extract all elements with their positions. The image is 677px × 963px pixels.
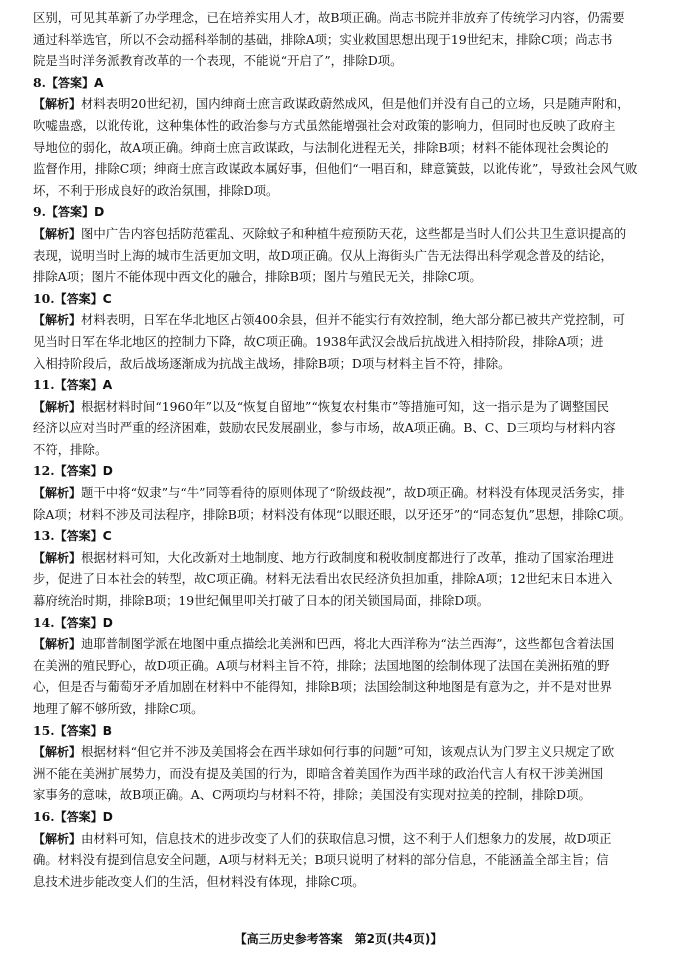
analysis-line: 坏，不利于形成良好的政治氛围，排除D项。 xyxy=(33,182,279,198)
intro-line: 区别，可见其革新了办学理念，已在培养实用人才，故B项正确。尚志书院并非放弃了传统学习内容，仍需要 xyxy=(33,10,625,25)
answer-choice: D xyxy=(102,614,113,630)
analysis-first-line xyxy=(33,396,639,418)
answer-choice: A xyxy=(93,74,104,90)
answer-item xyxy=(33,374,639,460)
analysis-line: 表现，说明当时上海的城市生活更加文明，故D项正确。仅从上海街头广告无法得出科学观念普及的结论， xyxy=(33,247,613,263)
question-number: 16. xyxy=(33,808,55,824)
answer-heading xyxy=(33,201,639,223)
answer-item xyxy=(33,720,639,806)
analysis-line: 吹嘘蛊惑，以讹传讹，这种集体性的政治参与方式虽然能增强社会对政策的影响力，但同时也反映了政府主 xyxy=(33,117,616,133)
analysis-text: 迪耶普制图学派在地图中重点描绘北美洲和巴西，将北大西洋称为“法兰西海”，这些都包含着法国 xyxy=(81,636,615,652)
answer-item xyxy=(33,72,639,202)
analysis-label: 【解析】 xyxy=(33,637,82,652)
question-number: 8. xyxy=(33,74,46,90)
answer-item xyxy=(33,201,639,287)
analysis-line: 除A项；材料不涉及司法程序，排除B项；材料没有体现“以眼还眼，以牙还牙”的“同态复仇”思想，排除C项。 xyxy=(33,506,632,522)
analysis-line: 导地位的弱化，故A项正确。绅商士庶言政谋政，与法制化进程无关，排除B项；材料不能体现社会舆论的 xyxy=(33,139,609,155)
analysis-first-line xyxy=(33,741,639,763)
answer-choice: D xyxy=(102,808,113,824)
intro-line: 通过科举选官，所以不会动摇科举制的基础，排除A项；实业救国思想出现于19世纪末，排除C项；尚志书 xyxy=(33,31,613,47)
analysis-line: 步，促进了日本社会的转型，故C项正确。材料无法看出农民经济负担加重，排除A项；12世纪末日本进入 xyxy=(33,571,613,587)
analysis-first-line xyxy=(33,223,639,245)
answer-label: 【答案】 xyxy=(54,615,103,630)
answer-item xyxy=(33,612,639,720)
analysis-line: 幕府统治时期，排除B项；19世纪佩里叩关打破了日本的闭关锁国局面，排除D项。 xyxy=(33,593,490,609)
analysis-line: 确。材料没有提到信息安全问题，A项与材料无关；B项只说明了材料的部分信息，不能涵盖全部主旨；信 xyxy=(33,852,609,868)
answer-heading xyxy=(33,460,639,482)
analysis-line: 息技术进步能改变人们的生活，但材料没有体现，排除C项。 xyxy=(33,873,365,889)
question-number: 9. xyxy=(33,204,46,220)
analysis-line: 监督作用，排除C项；绅商士庶言政谋政本属好事，但他们“一唱百和，肆意簧鼓，以讹传讹”，导致社会风气败 xyxy=(33,161,638,177)
analysis-text: 根据材料可知，大化改新对土地制度、地方行政制度和税收制度都进行了改革，推动了国家治理进 xyxy=(81,549,614,565)
analysis-line: 在美洲的殖民野心，故D项正确。A项与材料主旨不符，排除；法国地图的绘制体现了法国在美洲拓殖的野 xyxy=(33,657,610,673)
analysis-first-line xyxy=(33,828,639,850)
question-number: 13. xyxy=(33,528,55,544)
analysis-label: 【解析】 xyxy=(33,399,82,414)
answer-choice: A xyxy=(102,377,113,393)
question-number: 11. xyxy=(33,377,55,393)
answer-label: 【答案】 xyxy=(54,378,103,393)
analysis-text: 由材料可知，信息技术的进步改变了人们的获取信息习惯，这不利于人们想象力的发展，故D项正 xyxy=(81,830,612,846)
analysis-line: 经济以应对当时严重的经济困难，鼓励农民发展副业，参与市场，故A项正确。B、C、D三项均与材料内容 xyxy=(33,420,616,436)
question-number: 12. xyxy=(33,463,55,479)
answer-choice: C xyxy=(102,528,112,544)
answer-item xyxy=(33,288,639,374)
answer-heading xyxy=(33,720,639,742)
question-number: 14. xyxy=(33,614,55,630)
answer-item xyxy=(33,806,639,892)
analysis-text: 材料表明，日军在华北地区占领400余县，但并不能实行有效控制，绝大部分都已被共产党控制，可 xyxy=(81,312,626,328)
analysis-line: 洲不能在美洲扩展势力，而没有提及美国的行为，即暗含着美国作为西半球的政治代言人有权干涉美洲国 xyxy=(33,765,603,781)
answer-choice: C xyxy=(102,290,112,306)
analysis-label: 【解析】 xyxy=(33,226,82,241)
answer-heading xyxy=(33,806,639,828)
answer-heading xyxy=(33,525,639,547)
analysis-line: 地理了解不够所致，排除C项。 xyxy=(33,701,204,716)
analysis-label: 【解析】 xyxy=(33,486,82,501)
analysis-text: 根据材料时间“1960年”以及“恢复自留地”“恢复农村集市”等措施可知，这一指示是为了调整国民 xyxy=(81,398,610,414)
question-number: 15. xyxy=(33,722,55,738)
answer-label: 【答案】 xyxy=(54,529,103,544)
answer-label: 【答案】 xyxy=(54,809,103,824)
analysis-label: 【解析】 xyxy=(33,745,82,760)
answer-label: 【答案】 xyxy=(45,75,94,90)
analysis-line: 家事务的意味，故B项正确。A、C两项均与材料不符，排除；美国没有实现对拉美的控制，排除D项。 xyxy=(33,787,591,803)
analysis-text: 材料表明20世纪初，国内绅商士庶言政谋政蔚然成风，但是他们并没有自己的立场，只是随声附和， xyxy=(81,96,630,112)
answer-heading xyxy=(33,374,639,396)
analysis-text: 题干中将“奴隶”与“牛”同等看待的原则体现了“阶级歧视”，故D项正确。材料没有体现灵活务实，排 xyxy=(81,485,625,501)
analysis-line: 排除A项；图片不能体现中西文化的融合，排除B项；图片与殖民无关，排除C项。 xyxy=(33,269,482,285)
analysis-first-line xyxy=(33,309,639,331)
analysis-text: 根据材料“但它并不涉及美国将会在西半球如何行事的问题”可知，该观点认为门罗主义只规定了欧 xyxy=(81,744,615,760)
answer-label: 【答案】 xyxy=(54,464,103,479)
answer-choice: B xyxy=(102,722,113,738)
analysis-first-line xyxy=(33,93,639,115)
analysis-label: 【解析】 xyxy=(33,97,82,112)
answer-choice: D xyxy=(93,204,105,220)
analysis-label: 【解析】 xyxy=(33,313,82,328)
analysis-line: 心，但是否与葡萄牙矛盾加剧在材料中不能得知，排除B项；法国绘制这种地图是有意为之，并不是对世界 xyxy=(33,679,613,695)
page-footer: 【高三历史参考答案 第2页(共4页)】 xyxy=(234,932,443,946)
intro-paragraph xyxy=(33,7,639,72)
answer-heading xyxy=(33,72,639,94)
question-number: 10. xyxy=(33,290,55,306)
answer-label: 【答案】 xyxy=(45,205,94,220)
answer-item xyxy=(33,525,639,611)
analysis-text: 图中广告内容包括防范霍乱、灭除蚊子和种植牛痘预防天花，这些都是当时人们公共卫生意识提高的 xyxy=(81,225,627,241)
analysis-first-line xyxy=(33,633,639,655)
analysis-first-line xyxy=(33,547,639,569)
analysis-first-line xyxy=(33,482,639,504)
analysis-line: 见当时日军在华北地区的控制力下降，故C项正确。1938年武汉会战后抗战进入相持阶段，排除A项；进 xyxy=(33,333,604,349)
answer-item xyxy=(33,460,639,525)
answer-label: 【答案】 xyxy=(54,723,103,738)
analysis-label: 【解析】 xyxy=(33,550,82,565)
answer-heading xyxy=(33,612,639,634)
analysis-line: 入相持阶段后，敌后战场逐渐成为抗战主战场，排除B项；D项与材料主旨不符，排除。 xyxy=(33,355,511,371)
answer-heading xyxy=(33,288,639,310)
answer-label: 【答案】 xyxy=(54,291,103,306)
analysis-label: 【解析】 xyxy=(33,831,82,846)
intro-line: 院是当时洋务派教育改革的一个表现，不能说“开启了”，排除D项。 xyxy=(33,53,403,69)
analysis-line: 不符，排除。 xyxy=(33,441,108,457)
answer-list xyxy=(33,72,639,893)
answer-choice: D xyxy=(102,463,113,479)
